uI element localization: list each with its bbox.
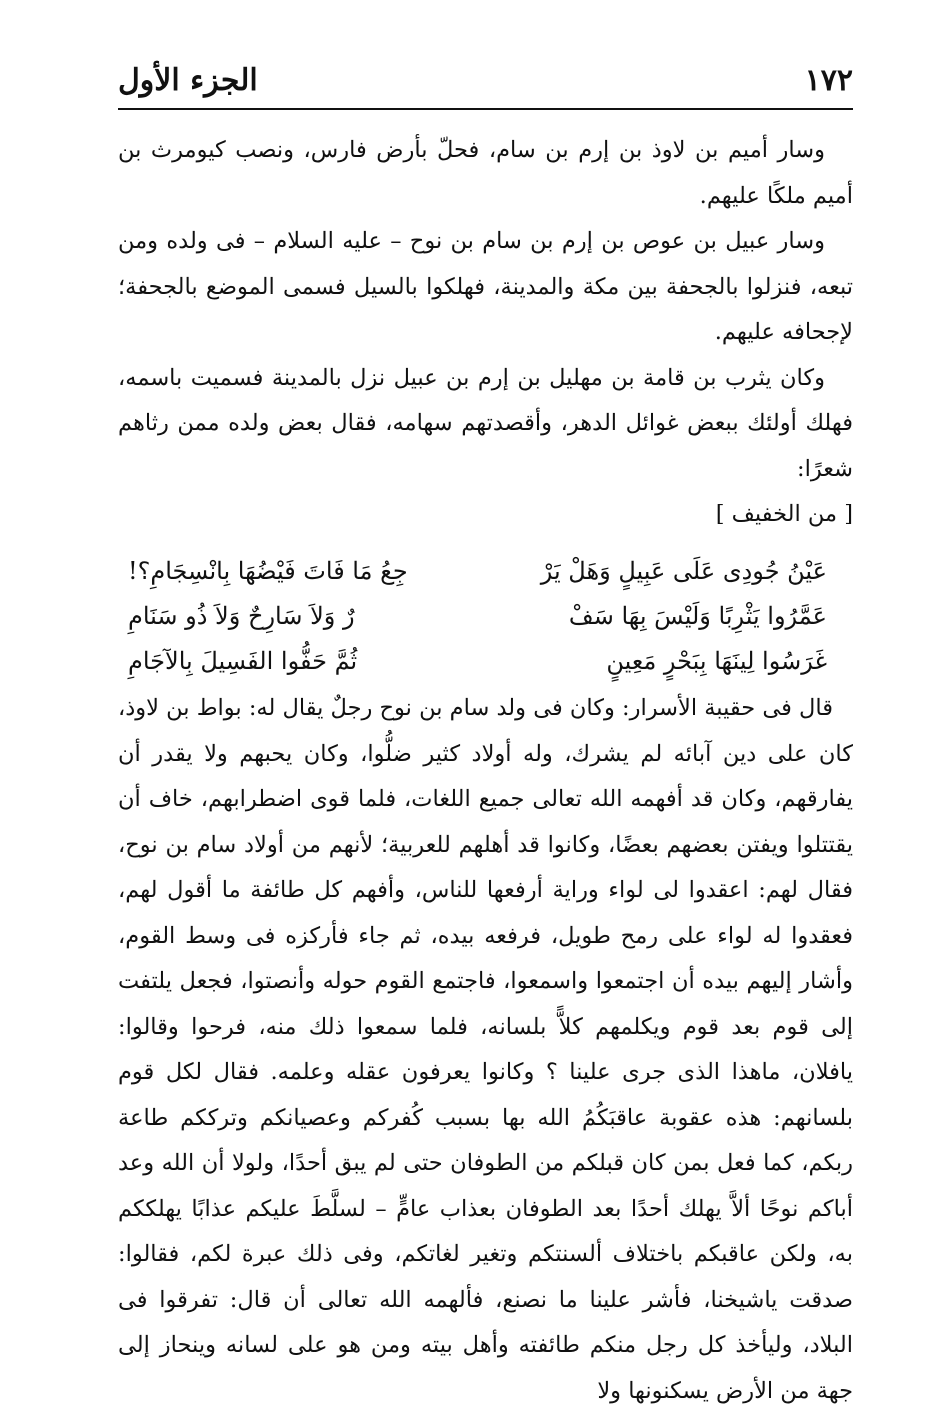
verse-second-hemistich: ثُمَّ حَفُّوا الفَسِيلَ بِالآجَامِ xyxy=(128,647,358,675)
paragraph: وسار أميم بن لاوذ بن إرم بن سام، فحلّ بأرض فارس، ونصب كيومرث بن أميم ملكًا عليهم. xyxy=(118,137,853,209)
page-number: ١٧٢ xyxy=(804,62,853,98)
poem-verse xyxy=(118,594,853,639)
paragraph: وسار عبيل بن عوص بن إرم بن سام بن نوح – عليه السلام – فى ولده ومن تبعه، فنزلوا بالجحفة بين مكة والمدينة، فهلكوا بالسيل فسمى الموضع بالجحفة؛ لإجحافه عليهم. xyxy=(118,228,853,345)
header-divider xyxy=(118,108,853,110)
paragraph: وكان يثرب بن قامة بن مهليل بن إرم بن عبيل نزل بالمدينة فسميت باسمه، فهلك أولئك ببعض غوائل الدهر، وأقصدتهم سهامه، فقال بعض ولده ممن رثاهم شعرًا: xyxy=(118,364,853,482)
volume-title: الجزء الأول xyxy=(118,62,258,98)
meter-label: [ من الخفيف ] xyxy=(715,501,853,527)
poem-verse xyxy=(118,549,853,594)
verse-second-hemistich: جِعُ مَا فَاتَ فَيْضُهَا بِانْسِجَامِ؟! xyxy=(128,557,408,585)
running-header xyxy=(118,58,853,102)
verse-first-hemistich: عَمَّرُوا يَثْرِبًا وَلَيْسَ بِهَا سَفْ xyxy=(568,602,827,630)
verse-first-hemistich: عَيْنُ جُودِى عَلَى عَبِيلٍ وَهَلْ يَرْ xyxy=(540,557,827,585)
paragraph: قال فى حقيبة الأسرار: وكان فى ولد سام بن نوح رجلٌ يقال له: بواط بن لاوذ، كان على دين آبائه لم يشرك، وله أولاد كثير ضلُّوا، وكان يحبهم ولا يقدر أن يفارقهم، وكان قد أفهمه الله تعالى جميع اللغات، فلما قوى اضطرابهم، خاف أن يقتتلوا ويفتن بعضهم بعضًا، وكانوا قد أهلهم للعربية؛ لأنهم من أولاد سام بن نوح، فقال لهم: اعقدوا لى لواء وراية أرفعها للناس، وأفهم كل طائفة ما أقول لهم، فعقدوا له لواء على رمح طويل، فرفعه بيده، ثم جاء فأركزه فى وسط القوم، وأشار إليهم بيده أن اجتمعوا واسمعوا، فاجتمع القوم حوله وأنصتوا، فجعل يلتفت إلى قوم بعد قوم ويكلمهم كلاًّ بلسانه، فلما سمعوا ذلك منه، فرحوا وقالوا: يافلان، ماهذا الذى جرى علينا ؟ وكانوا يعرفون عقله وعلمه. فقال لكل قوم بلسانهم: هذه عقوبة عاقبَكُمُ الله بها بسبب كُفركم وعصيانكم وترككم طاعة ربكم، كما فعل بمن كان قبلكم من الطوفان حتى لم يبق أحدًا، ولولا أن الله وعد أباكم نوحًا ألاَّ يهلك أحدًا بعد الطوفان بعذاب عامٍّ – لسلَّطَ عليكم عذابًا يهلككم به، ولكن عاقبكم باختلاف ألسنتكم وتغير لغاتكم، وفى ذلك عبرة لكم، فقالوا: صدقت ياشيخنا، فأشر علينا ما نصنع، فألهمه الله تعالى أن قال: تفرقوا فى البلاد، وليأخذ كل رجل منكم طائفته وأهل بيته ومن هو على لسانه وينحاز إلى جهة من الأرض يسكنونها ولا xyxy=(118,695,853,1404)
poem-verse xyxy=(118,639,853,684)
poem xyxy=(118,549,853,684)
verse-first-hemistich: غَرَسُوا لِينَهَا بِبَحْرٍ مَعِينٍ xyxy=(606,647,827,675)
page-body xyxy=(118,128,853,1414)
verse-second-hemistich: رٌ وَلاَ سَارِحٌ وَلاَ ذُو سَنَامِ xyxy=(128,602,355,630)
